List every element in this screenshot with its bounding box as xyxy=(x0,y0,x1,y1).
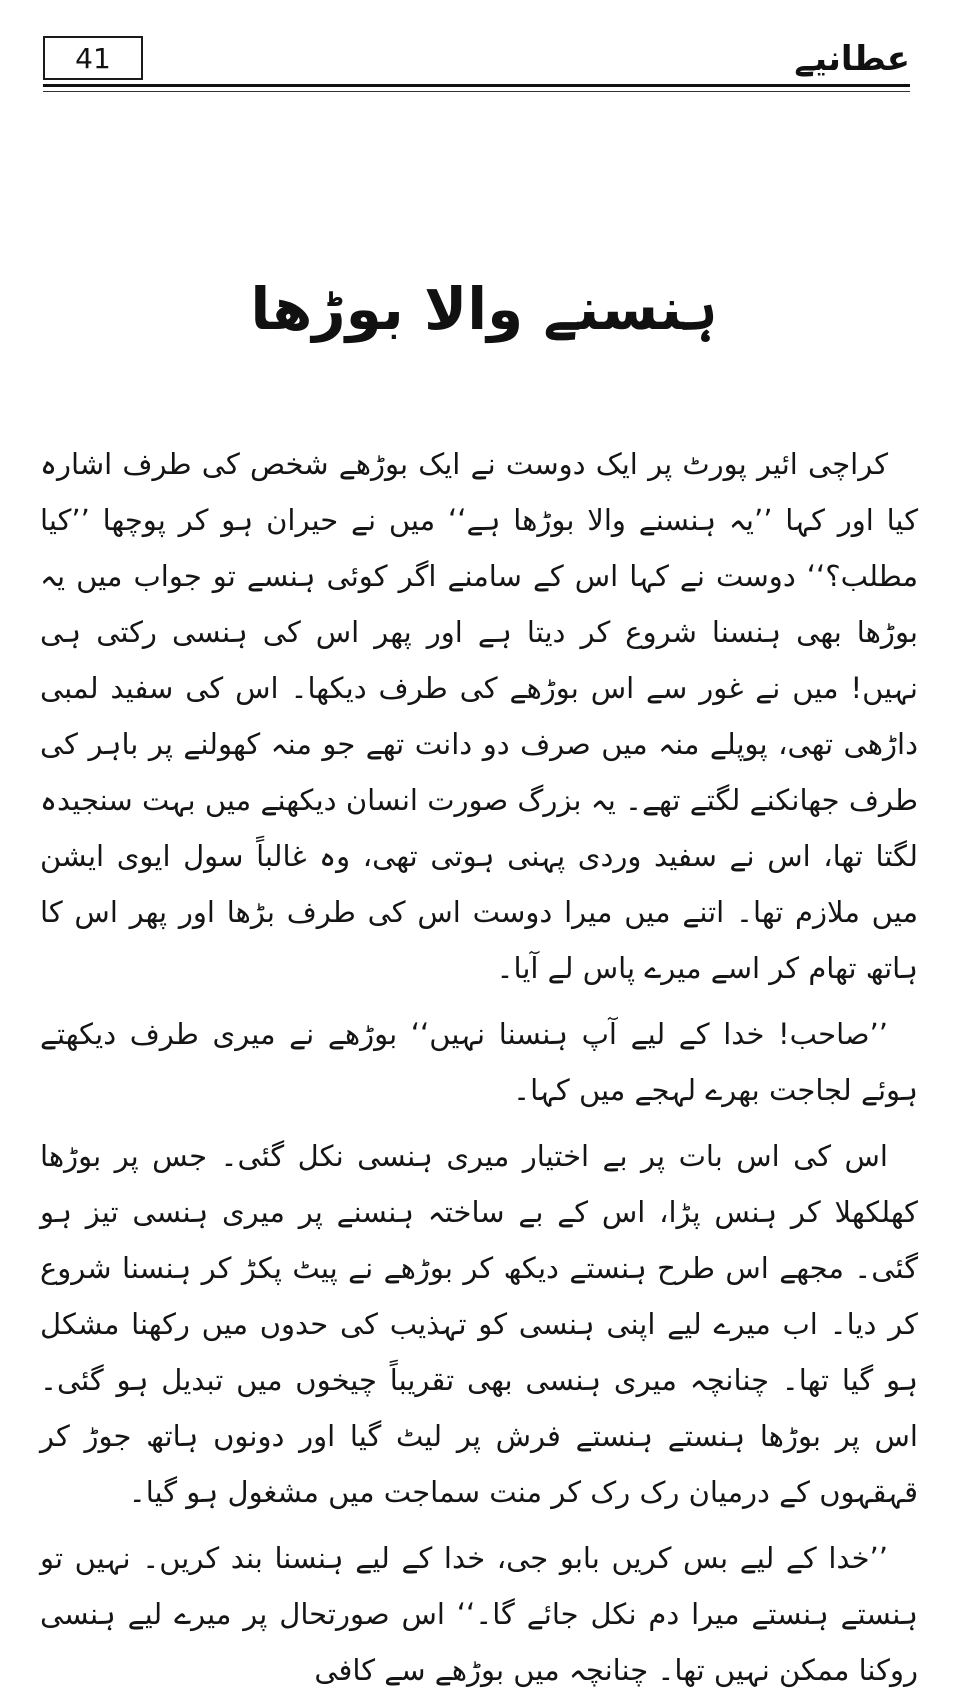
body-text xyxy=(40,436,918,1698)
page-number-box xyxy=(43,36,143,80)
paragraph-1: کراچی ائیر پورٹ پر ایک دوست نے ایک بوڑھے شخص کی طرف اشارہ کیا اور کہا ’’یہ ہنسنے والا بوڑھا ہے‘‘ میں نے حیران ہو کر پوچھا ’’کیا مطلب؟‘‘ دوست نے کہا اس کے سامنے اگر کوئی ہنسے تو جواب میں یہ بوڑھا بھی ہنسنا شروع کر دیتا ہے اور پھر اس کی ہنسی رکتی ہی نہیں! میں نے غور سے اس بوڑھے کی طرف دیکھا۔ اس کی سفید لمبی داڑھی تھی، پوپلے منہ میں صرف دو دانت تھے جو منہ کھولنے پر باہر کی طرف جھانکنے لگتے تھے۔ یہ بزرگ صورت انسان دیکھنے میں بہت سنجیدہ لگتا تھا، اس نے سفید وردی پہنی ہوتی تھی، وہ غالباً سول ایوی ایشن میں ملازم تھا۔ اتنے میں میرا دوست اس کی طرف بڑھا اور پھر اس کا ہاتھ تھام کر اسے میرے پاس لے آیا۔ xyxy=(40,447,918,985)
paragraph-2: ’’صاحب! خدا کے لیے آپ ہنسنا نہیں‘‘ بوڑھے نے میری طرف دیکھتے ہوئے لجاجت بھرے لہجے میں کہا۔ xyxy=(40,1017,918,1107)
paragraph-4: ’’خدا کے لیے بس کریں بابو جی، خدا کے لیے ہنسنا بند کریں۔ نہیں تو ہنستے ہنستے میرا دم نکل جائے گا۔‘‘ اس صورتحال پر میرے لیے ہنسی روکنا ممکن نہیں تھا۔ چنانچہ میں بوڑھے سے کافی xyxy=(40,1541,918,1687)
header-rule xyxy=(43,84,910,87)
page-number: 41 xyxy=(75,41,111,75)
chapter-title: ہنسنے والا بوڑھا xyxy=(250,275,718,343)
running-head: عطانیے xyxy=(794,39,910,79)
header-rule-thin xyxy=(43,91,910,92)
paragraph-3: اس کی اس بات پر بے اختیار میری ہنسی نکل گئی۔ جس پر بوڑھا کھلکھلا کر ہنس پڑا، اس کے بے ساختہ ہنسنے پر میری ہنسی تیز ہو گئی۔ مجھے اس طرح ہنستے دیکھ کر بوڑھے نے پیٹ پکڑ کر ہنسنا شروع کر دیا۔ اب میرے لیے اپنی ہنسی کو تہذیب کی حدوں میں رکھنا مشکل ہو گیا تھا۔ چنانچہ میری ہنسی بھی تقریباً چیخوں میں تبدیل ہو گئی۔ اس پر بوڑھا ہنستے ہنستے فرش پر لیٹ گیا اور دونوں ہاتھ جوڑ کر قہقہوں کے درمیان رک رک کر منت سماجت میں مشغول ہو گیا۔ xyxy=(40,1139,918,1509)
